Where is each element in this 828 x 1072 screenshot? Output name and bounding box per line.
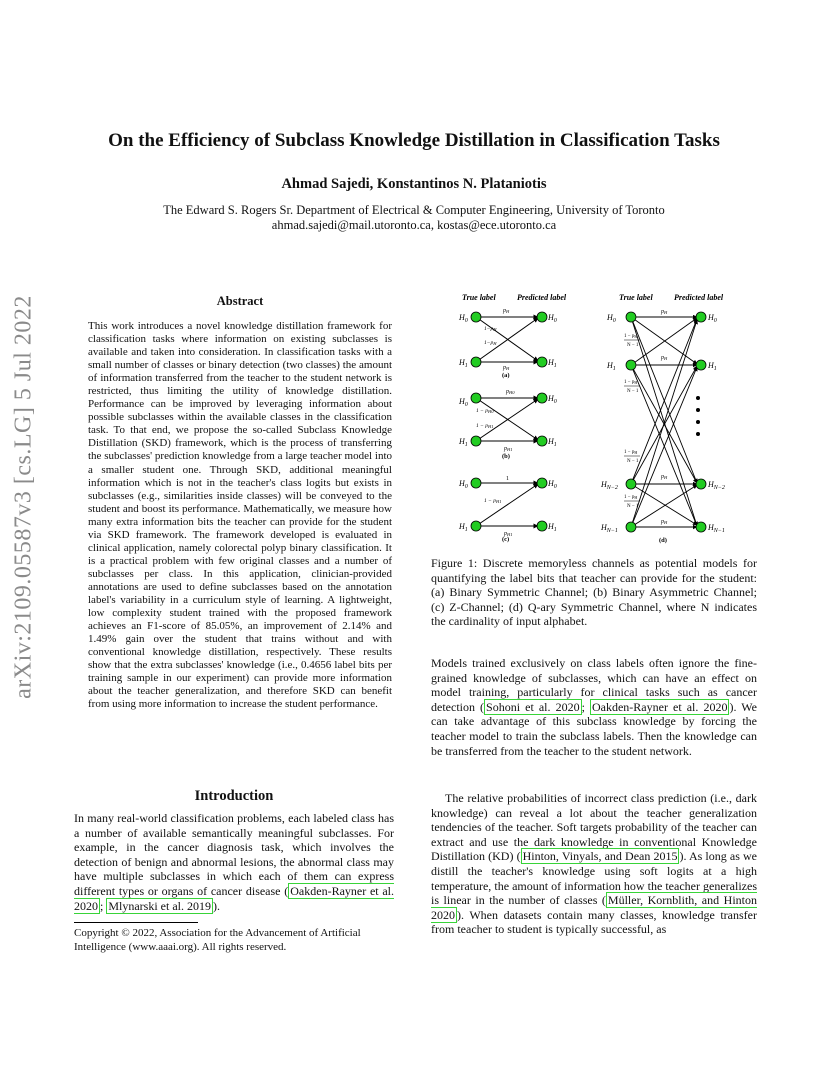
paragraph-text: The relative probabilities of incorrect class prediction (i.e., dark knowledge) can reveal a lot about the teacher generalization tendencies of the teacher. Soft targets probability of the teacher can extract and use the dark knowledge in conventional Knowledge Distillation (KD) ( (431, 791, 757, 864)
panel-b-binary-asymmetric (458, 389, 557, 460)
svg-text:1 − pH1: 1 − pH1 (476, 423, 494, 429)
svg-text:HN−2: $H_{N-2}$ (708, 480, 725, 491)
svg-text:pH: pH (503, 365, 510, 371)
right-paragraph-2 (431, 791, 757, 937)
panel-c-label: (c) (502, 536, 510, 543)
svg-text:pH: pH (661, 355, 668, 361)
predicted-label-header: Predicted label (674, 293, 724, 302)
svg-text:1: 1 (506, 476, 509, 482)
svg-text:1 − pH: $1 - p_H$ (624, 380, 638, 385)
arxiv-sidebar (0, 295, 48, 699)
predicted-label-header: Predicted label (517, 293, 567, 302)
svg-text:1−pH: 1−pH (484, 326, 497, 332)
svg-text:pH: pH (503, 308, 510, 314)
svg-text:HN−1: $H_{N-1}$ (708, 523, 725, 534)
panel-d-qary-symmetric (600, 309, 725, 544)
svg-text:H0: $H_0$ (459, 313, 468, 324)
introduction-text: In many real-world classification problems, each labeled class has a number of available semantically meaningful subclasses. For example, in the cancer diagnosis task, which involves the detection of benign and abnormal lesions, the abnormal class may have multiple subclasses in which each of them can express different types or organs of cancer disease ( Oakden-Rayner et al. 2020 ; Mlynarski et al. 2019 ). (74, 811, 394, 913)
arxiv-identifier: arXiv:2109.05587v3 [cs.LG] 5 Jul 2022 (10, 295, 37, 699)
svg-text:H1: $H_1$ (459, 358, 468, 369)
svg-text:H1: $H_1$ (459, 437, 468, 448)
svg-text:1 − pH: $1 - p_H$ (624, 495, 638, 500)
paragraph-text: Models trained exclusively on class labels often ignore the fine-grained knowledge of subclasses, which can have an effect on model training, particularly for clinical tasks such as cancer detection ( (431, 656, 757, 714)
svg-text:H1: $H_1$ (459, 522, 468, 533)
svg-text:H0: $H_0$ (459, 397, 468, 408)
paragraph-text: ). We can take advantage of this subclass knowledge by forcing the teacher model to train the subclass labels. Then the knowledge can be transferred from the teacher to the student network. (431, 699, 757, 758)
svg-text:1 − pH: $1 - p_H$ (624, 334, 638, 339)
true-label-header: True label (462, 293, 496, 302)
svg-text:pH: pH (661, 519, 668, 525)
svg-text:H0: $H_0$ (607, 313, 616, 324)
svg-text:1−pH: 1−pH (484, 340, 497, 346)
svg-text:H1: $H_1$ (548, 522, 557, 533)
true-label-header: True label (619, 293, 653, 302)
svg-text:1 − pH: $1 - p_H$ (624, 450, 638, 455)
panel-a-binary-symmetric (458, 308, 557, 379)
panel-c-z-channel (458, 476, 557, 543)
paper-title: On the Efficiency of Subclass Knowledge Distillation in Classification Tasks (108, 130, 720, 151)
abstract-text: This work introduces a novel knowledge distillation framework for classification tasks where information on existing subclasses is available and taken into consideration. In classification tasks with a small number of classes or binary detection (two classes) the amount of information transferred from the teacher to the student network is restricted, thus limiting the utility of knowledge distillation. Performance can be improved by leveraging information about possible subclasses within the available classes in the classification task. To that end, we propose the so-called Subclass Knowledge Distillation (SKD) framework, which is the process of transferring the subclasses' prediction knowledge from a large teacher model into a smaller student one. Through SKD, additional meaningful information which is not in the teacher's class logits but exists in subclasses (e.g., similarities inside classes) will be conveyed to the student and boost its performance. Mathematically, we measure how many extra information bits the teacher can provide for the student via SKD framework. The framework developed is evaluated in clinical application, namely colorectal polyp binary classification. It is a practical problem with few original classes and a number of subclasses per class. In this application, clinician-provided annotations are used to define subclasses based on the annotation label's variability in a curriculum style of learning. A lightweight, low complexity student trained with the proposed framework achieves an F1-score of 85.05%, an improvement of 2.14% and 1.49% gain over the student that trains without and with conventional knowledge distillation, respectively. These results show that the extra subclasses' knowledge (i.e., 0.4656 label bits per training sample in our experiment) can provide more information about the teacher generalization, and therefore SKD can benefit from using more information to increase the student performance. (88, 320, 392, 711)
copyright-footnote: Copyright © 2022, Association for the Advancement of Artificial Intelligence (www.aaai.org). All rights reserved. (74, 927, 361, 953)
svg-text:N − 1: N − 1 (627, 389, 639, 394)
svg-text:pH0: pH0 (506, 389, 515, 395)
introduction-body: In many real-world classification problems, each labeled class has a number of available semantically meaningful subclasses. For example, in the cancer diagnosis task, which involves the detection of benign and abnormal lesions, the abnormal class may have multiple subclasses in which each of them can express different types or organs of cancer disease (74, 811, 394, 898)
abstract-heading: Abstract (216, 294, 264, 308)
svg-text:HN−1: $H_{N-1}$ (601, 523, 618, 534)
svg-text:N − 1: N − 1 (627, 459, 639, 464)
citation-link[interactable]: Mlynarski et al. 2019 (108, 898, 211, 913)
svg-text:N − 1: N − 1 (627, 343, 639, 348)
citation-link[interactable]: Oakden-Rayner et al. 2020 (74, 883, 394, 913)
svg-text:pH: pH (661, 309, 668, 315)
paper-authors: Ahmad Sajedi, Konstantinos N. Plataniotis (281, 176, 547, 192)
svg-text:H0: $H_0$ (708, 313, 717, 324)
introduction-heading: Introduction (194, 788, 274, 804)
panel-d-label: (d) (659, 537, 667, 544)
figure-1-channels (440, 288, 760, 550)
svg-text:1 − pH0: 1 − pH0 (476, 408, 494, 414)
panel-a-label: (a) (502, 372, 510, 379)
citation-link[interactable]: Sohoni et al. 2020 (486, 699, 580, 714)
svg-text:H0: $H_0$ (548, 313, 557, 324)
svg-text:pH1: pH1 (504, 446, 513, 452)
citation-link[interactable]: Hinton, Vinyals, and Dean 2015 (522, 849, 678, 864)
svg-text:pH: pH (661, 474, 668, 480)
citation-link[interactable]: Müller, Kornblith, and Hinton 2020 (431, 893, 757, 922)
svg-text:H1: $H_1$ (607, 361, 616, 372)
right-paragraph-1: Models trained exclusively on class labels often ignore the fine-grained knowledge of subclasses, which can have an effect on model training, particularly for clinical tasks such as cancer detection ( Sohoni et al. 2020 ; Oakden-Rayner et al. 2020 ). We can take advantage of this subclass knowledge by forcing the teacher model to train the subclass labels. Then the knowledge can be transferred from the teacher to the student network. (431, 656, 757, 758)
paper-affiliation (0, 203, 828, 233)
svg-text:H0: $H_0$ (548, 479, 557, 490)
svg-text:H0: $H_0$ (459, 479, 468, 490)
paragraph-text: ). When datasets contain many classes, knowledge transfer from teacher to student is typically successful, as (431, 907, 757, 937)
email-line: ahmad.sajedi@mail.utoronto.ca, kostas@ece.utoronto.ca (271, 218, 557, 232)
affiliation-line: The Edward S. Rogers Sr. Department of Electrical & Computer Engineering, University of Toronto (163, 203, 665, 217)
svg-text:H0: $H_0$ (548, 394, 557, 405)
svg-text:HN−2: $H_{N-2}$ (601, 480, 618, 491)
svg-text:H1: $H_1$ (548, 437, 557, 448)
svg-text:1 − pH1: 1 − pH1 (484, 498, 502, 504)
figure-caption: Figure 1: Discrete memoryless channels as potential models for quantifying the label bits that teacher can provide for the student: (a) Binary Symmetric Channel; (b) Binary Asymmetric Channel; (c) Z-Channel; (d) Q-ary Symmetric Channel, where N indicates the cardinality of input alphabet. (431, 556, 757, 629)
svg-text:H1: $H_1$ (548, 358, 557, 369)
paragraph-text: ). As long as we distill the teacher's knowledge using soft logits at a high temperature, the amount of information how the teacher generalizes is linear in the number of classes ( (431, 849, 757, 908)
svg-text:H1: $H_1$ (708, 361, 717, 372)
citation-link[interactable]: Oakden-Rayner et al. 2020 (591, 699, 728, 714)
svg-text:pH1: pH1 (504, 531, 513, 537)
svg-text:N − 1: N − 1 (627, 504, 639, 509)
footnote-rule (74, 922, 198, 923)
panel-b-label: (b) (502, 453, 510, 460)
